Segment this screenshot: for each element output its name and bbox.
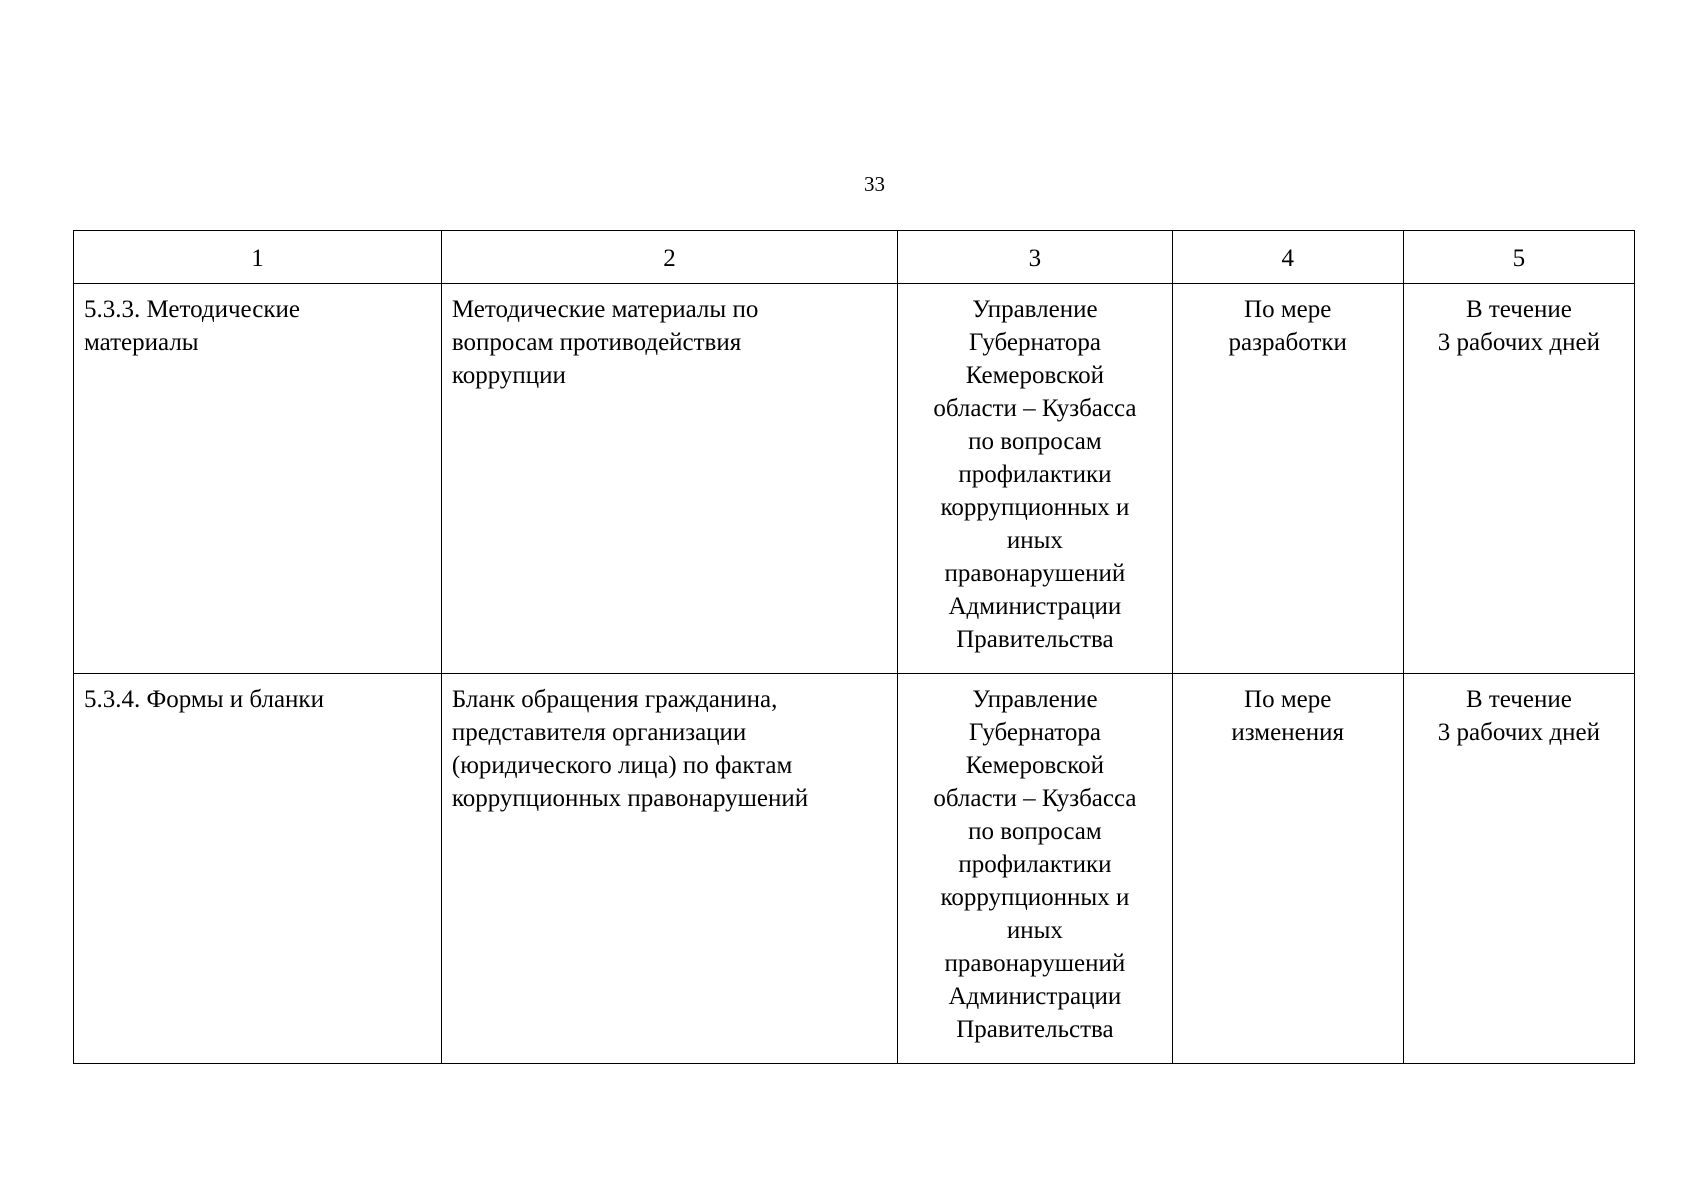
content-cell [441, 284, 897, 674]
cell-line: иных [1006, 527, 1063, 554]
cell-line: коррупционных и [940, 884, 1130, 911]
cell-line: коррупции [451, 362, 566, 389]
deadline-cell [1403, 284, 1634, 674]
cell-line: Правительства [956, 626, 1114, 653]
cell-line: Администрации [948, 593, 1122, 620]
section-cell [74, 284, 442, 674]
cell-line: Губернатора [968, 329, 1101, 356]
cell-line: Администрации [948, 983, 1122, 1010]
cell-line: изменения [1231, 719, 1344, 746]
column-header-2: 2 [441, 231, 897, 284]
cell-line: В течение [1465, 686, 1572, 713]
cell-line: области – Кузбасса [933, 785, 1137, 812]
table-row-5-3-3 [74, 284, 1635, 674]
column-header-5: 5 [1403, 231, 1634, 284]
cell-line: Методические материалы по [451, 296, 759, 323]
cell-line: коррупционных правонарушений [451, 785, 809, 812]
page-number: 33 [864, 172, 885, 196]
timing-cell [1172, 674, 1403, 1064]
cell-line: В течение [1465, 296, 1572, 323]
cell-line: Губернатора [968, 719, 1101, 746]
cell-line: профилактики [958, 851, 1112, 878]
cell-line: Бланк обращения гражданина, [451, 686, 778, 713]
table-header-row [74, 231, 1635, 284]
cell-line: Кемеровской [965, 362, 1105, 389]
cell-line: 3 рабочих дней [1437, 329, 1600, 356]
cell-line: области – Кузбасса [933, 395, 1137, 422]
cell-line: По мере [1244, 296, 1332, 323]
cell-line: По мере [1244, 686, 1332, 713]
deadline-cell [1403, 674, 1634, 1064]
section-cell [74, 674, 442, 1064]
measures-table [73, 230, 1635, 1064]
cell-line: 5.3.3. Методические [84, 296, 300, 323]
column-header-4: 4 [1172, 231, 1403, 284]
responsible-cell [898, 674, 1172, 1064]
table-row-5-3-4 [74, 674, 1635, 1064]
cell-line: разработки [1228, 329, 1347, 356]
responsible-cell [898, 284, 1172, 674]
cell-line: по вопросам [968, 818, 1102, 845]
cell-line: материалы [84, 329, 199, 356]
cell-line: 3 рабочих дней [1437, 719, 1600, 746]
content-cell [441, 674, 897, 1064]
timing-cell [1172, 284, 1403, 674]
cell-line: Управление [972, 686, 1098, 713]
cell-line: профилактики [958, 461, 1112, 488]
cell-line: по вопросам [968, 428, 1102, 455]
cell-line: 5.3.4. Формы и бланки [84, 686, 324, 713]
column-header-1: 1 [74, 231, 442, 284]
cell-line: правонарушений [944, 560, 1126, 587]
cell-line: коррупционных и [940, 494, 1130, 521]
cell-line: Кемеровской [965, 752, 1105, 779]
cell-line: правонарушений [944, 950, 1126, 977]
column-header-3: 3 [898, 231, 1172, 284]
cell-line: Управление [972, 296, 1098, 323]
cell-line: представителя организации [451, 719, 747, 746]
cell-line: вопросам противодействия [451, 329, 742, 356]
cell-line: (юридического лица) по фактам [451, 752, 793, 779]
cell-line: иных [1006, 917, 1063, 944]
cell-line: Правительства [956, 1016, 1114, 1043]
